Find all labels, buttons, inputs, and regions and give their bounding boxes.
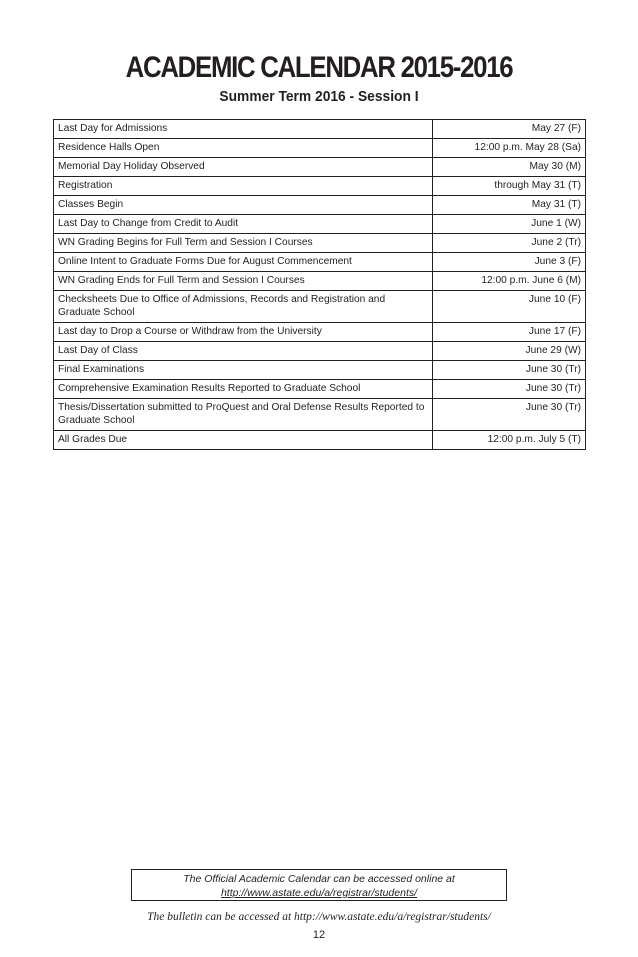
notice-text: The Official Academic Calendar can be accessed online at: [183, 873, 455, 885]
date-cell: May 30 (M): [433, 158, 586, 177]
date-cell: June 29 (W): [433, 342, 586, 361]
table-row: [54, 234, 586, 253]
date-cell: 12:00 p.m. May 28 (Sa): [433, 139, 586, 158]
table-row: [54, 431, 586, 450]
table-row: [54, 291, 586, 323]
event-cell: All Grades Due: [54, 431, 433, 450]
table-row: [54, 380, 586, 399]
event-cell: WN Grading Ends for Full Term and Session I Courses: [54, 272, 433, 291]
table-row: [54, 323, 586, 342]
page-number: 12: [312, 929, 326, 941]
table-row: [54, 158, 586, 177]
event-cell: Checksheets Due to Office of Admissions, Records and Registration and Graduate School: [54, 291, 433, 323]
page-title: ACADEMIC CALENDAR 2015-2016: [125, 51, 513, 84]
table-row: [54, 196, 586, 215]
bulletin-note: The bulletin can be accessed at http://www.astate.edu/a/registrar/students/: [147, 911, 491, 923]
calendar-notice-box: [131, 869, 507, 901]
event-cell: Comprehensive Examination Results Reported to Graduate School: [54, 380, 433, 399]
calendar-table: [53, 119, 586, 450]
table-row: [54, 177, 586, 196]
date-cell: 12:00 p.m. June 6 (M): [433, 272, 586, 291]
table-row: [54, 253, 586, 272]
table-row: [54, 361, 586, 380]
date-cell: May 31 (T): [433, 196, 586, 215]
event-cell: WN Grading Begins for Full Term and Session I Courses: [54, 234, 433, 253]
event-cell: Memorial Day Holiday Observed: [54, 158, 433, 177]
event-cell: Last Day of Class: [54, 342, 433, 361]
date-cell: June 2 (Tr): [433, 234, 586, 253]
date-cell: through May 31 (T): [433, 177, 586, 196]
table-row: [54, 120, 586, 139]
date-cell: June 30 (Tr): [433, 380, 586, 399]
event-cell: Final Examinations: [54, 361, 433, 380]
page-subtitle: Summer Term 2016 - Session I: [219, 88, 419, 105]
table-row: [54, 342, 586, 361]
event-cell: Last day to Drop a Course or Withdraw from the University: [54, 323, 433, 342]
date-cell: May 27 (F): [433, 120, 586, 139]
event-cell: Thesis/Dissertation submitted to ProQuest and Oral Defense Results Reported to Graduate School: [54, 399, 433, 431]
date-cell: June 1 (W): [433, 215, 586, 234]
calendar-link[interactable]: http://www.astate.edu/a/registrar/students/: [220, 887, 418, 899]
date-cell: June 3 (F): [433, 253, 586, 272]
table-row: [54, 139, 586, 158]
event-cell: Last Day for Admissions: [54, 120, 433, 139]
date-cell: June 10 (F): [433, 291, 586, 323]
date-cell: June 30 (Tr): [433, 361, 586, 380]
date-cell: 12:00 p.m. July 5 (T): [433, 431, 586, 450]
event-cell: Classes Begin: [54, 196, 433, 215]
event-cell: Registration: [54, 177, 433, 196]
event-cell: Residence Halls Open: [54, 139, 433, 158]
table-row: [54, 215, 586, 234]
date-cell: June 17 (F): [433, 323, 586, 342]
table-row: [54, 272, 586, 291]
table-row: [54, 399, 586, 431]
date-cell: June 30 (Tr): [433, 399, 586, 431]
event-cell: Last Day to Change from Credit to Audit: [54, 215, 433, 234]
event-cell: Online Intent to Graduate Forms Due for August Commencement: [54, 253, 433, 272]
